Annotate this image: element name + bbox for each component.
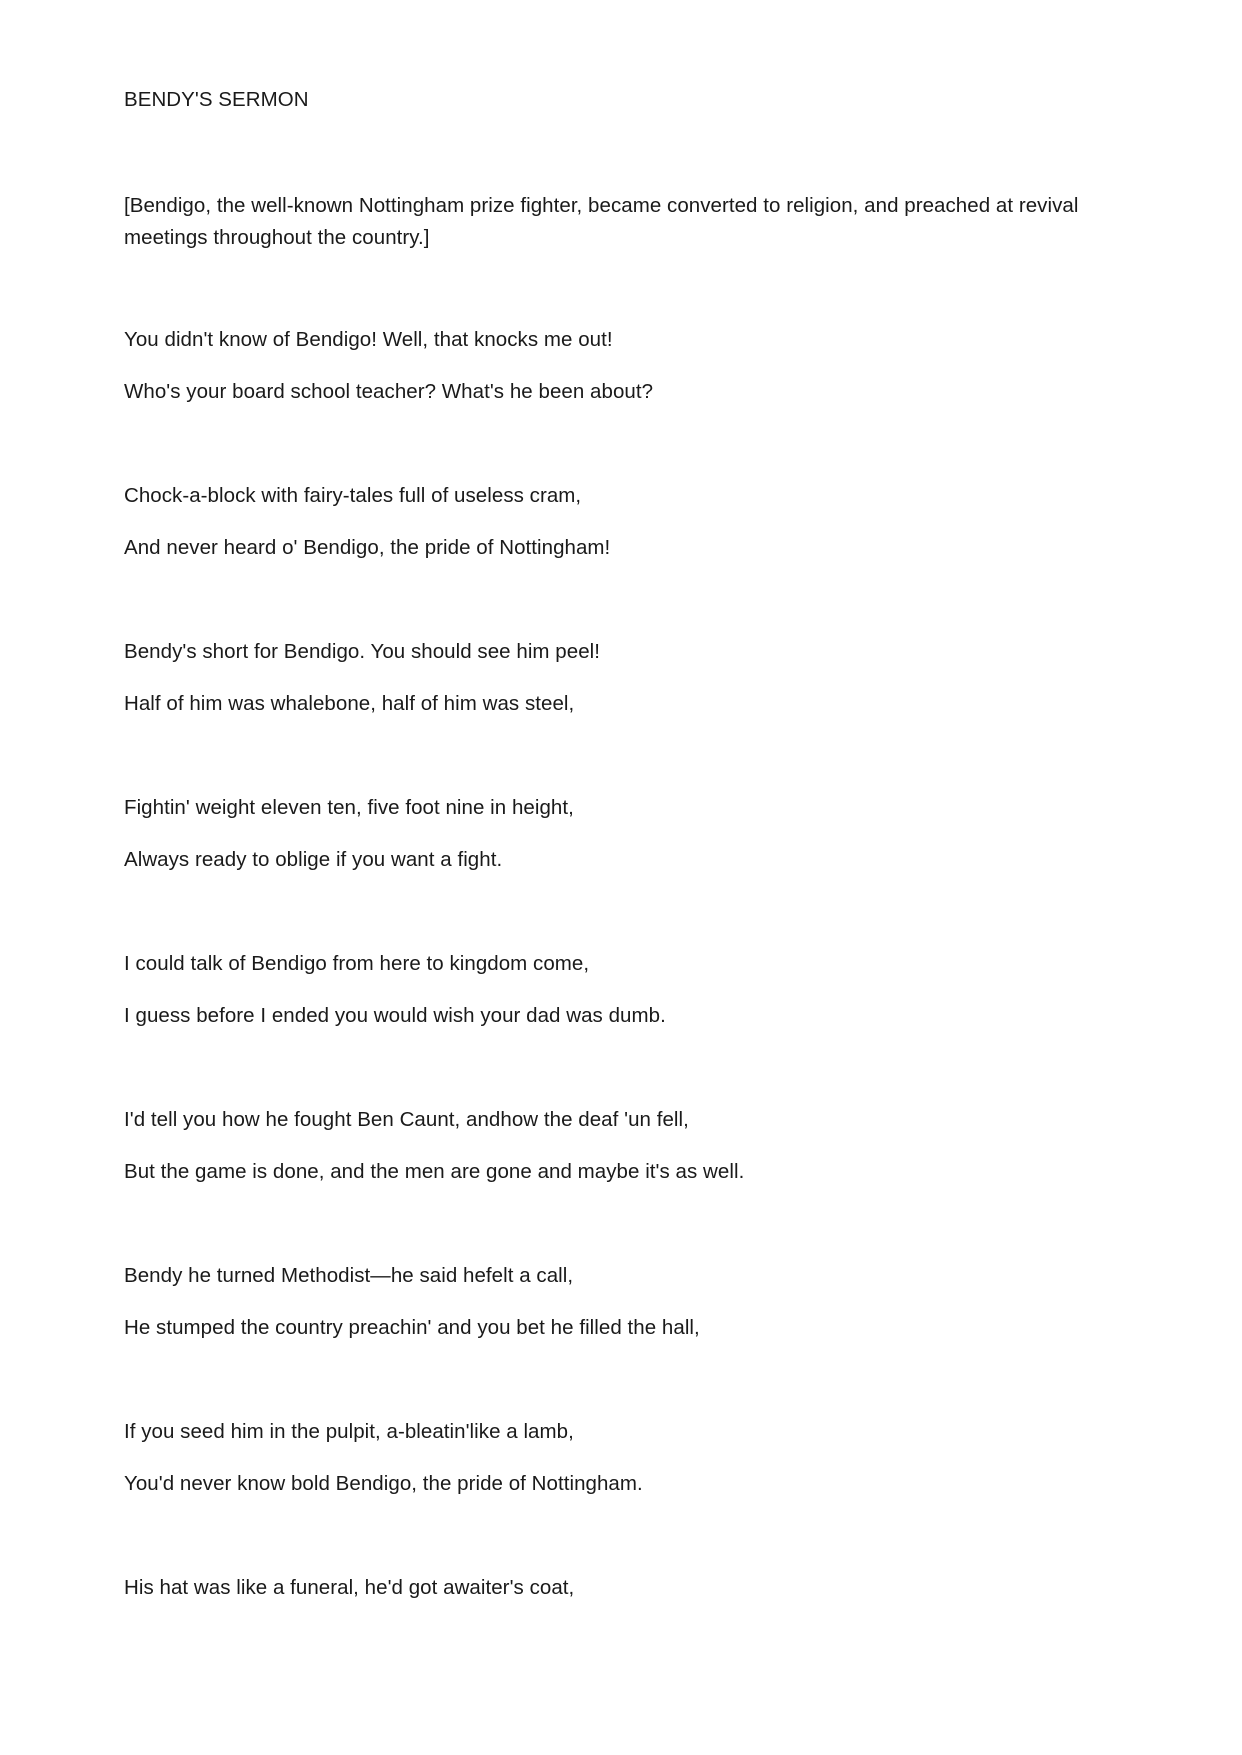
poem-intro-note: [Bendigo, the well-known Nottingham prize fighter, became converted to religion, and preached at revival meetings throughout the country.]: [124, 194, 1079, 249]
poem-line: Bendy's short for Bendigo. You should see him peel!: [124, 640, 601, 663]
poem-line: Half of him was whalebone, half of him was steel,: [124, 692, 575, 715]
poem-line: I guess before I ended you would wish your dad was dumb.: [124, 1004, 666, 1027]
poem-line: I'd tell you how he fought Ben Caunt, andhow the deaf 'un fell,: [124, 1108, 689, 1131]
poem-line: I could talk of Bendigo from here to kingdom come,: [124, 952, 590, 975]
poem-line: Who's your board school teacher? What's he been about?: [124, 380, 654, 403]
poem-line: He stumped the country preachin' and you bet he filled the hall,: [124, 1316, 700, 1339]
poem-line: If you seed him in the pulpit, a-bleatin'like a lamb,: [124, 1420, 574, 1443]
poem-line: You'd never know bold Bendigo, the pride of Nottingham.: [124, 1472, 643, 1495]
poem-line: But the game is done, and the men are gone and maybe it's as well.: [124, 1160, 745, 1183]
poem-line: You didn't know of Bendigo! Well, that knocks me out!: [124, 328, 613, 351]
poem-line: Chock-a-block with fairy-tales full of useless cram,: [124, 484, 582, 507]
poem-line: Bendy he turned Methodist—he said hefelt a call,: [124, 1264, 574, 1287]
poem-line: His hat was like a funeral, he'd got awaiter's coat,: [124, 1576, 575, 1599]
poem-title: BENDY'S SERMON: [124, 88, 309, 111]
poem-line: Always ready to oblige if you want a fight.: [124, 848, 503, 871]
poem-line: And never heard o' Bendigo, the pride of Nottingham!: [124, 536, 611, 559]
poem-line: Fightin' weight eleven ten, five foot nine in height,: [124, 796, 574, 819]
